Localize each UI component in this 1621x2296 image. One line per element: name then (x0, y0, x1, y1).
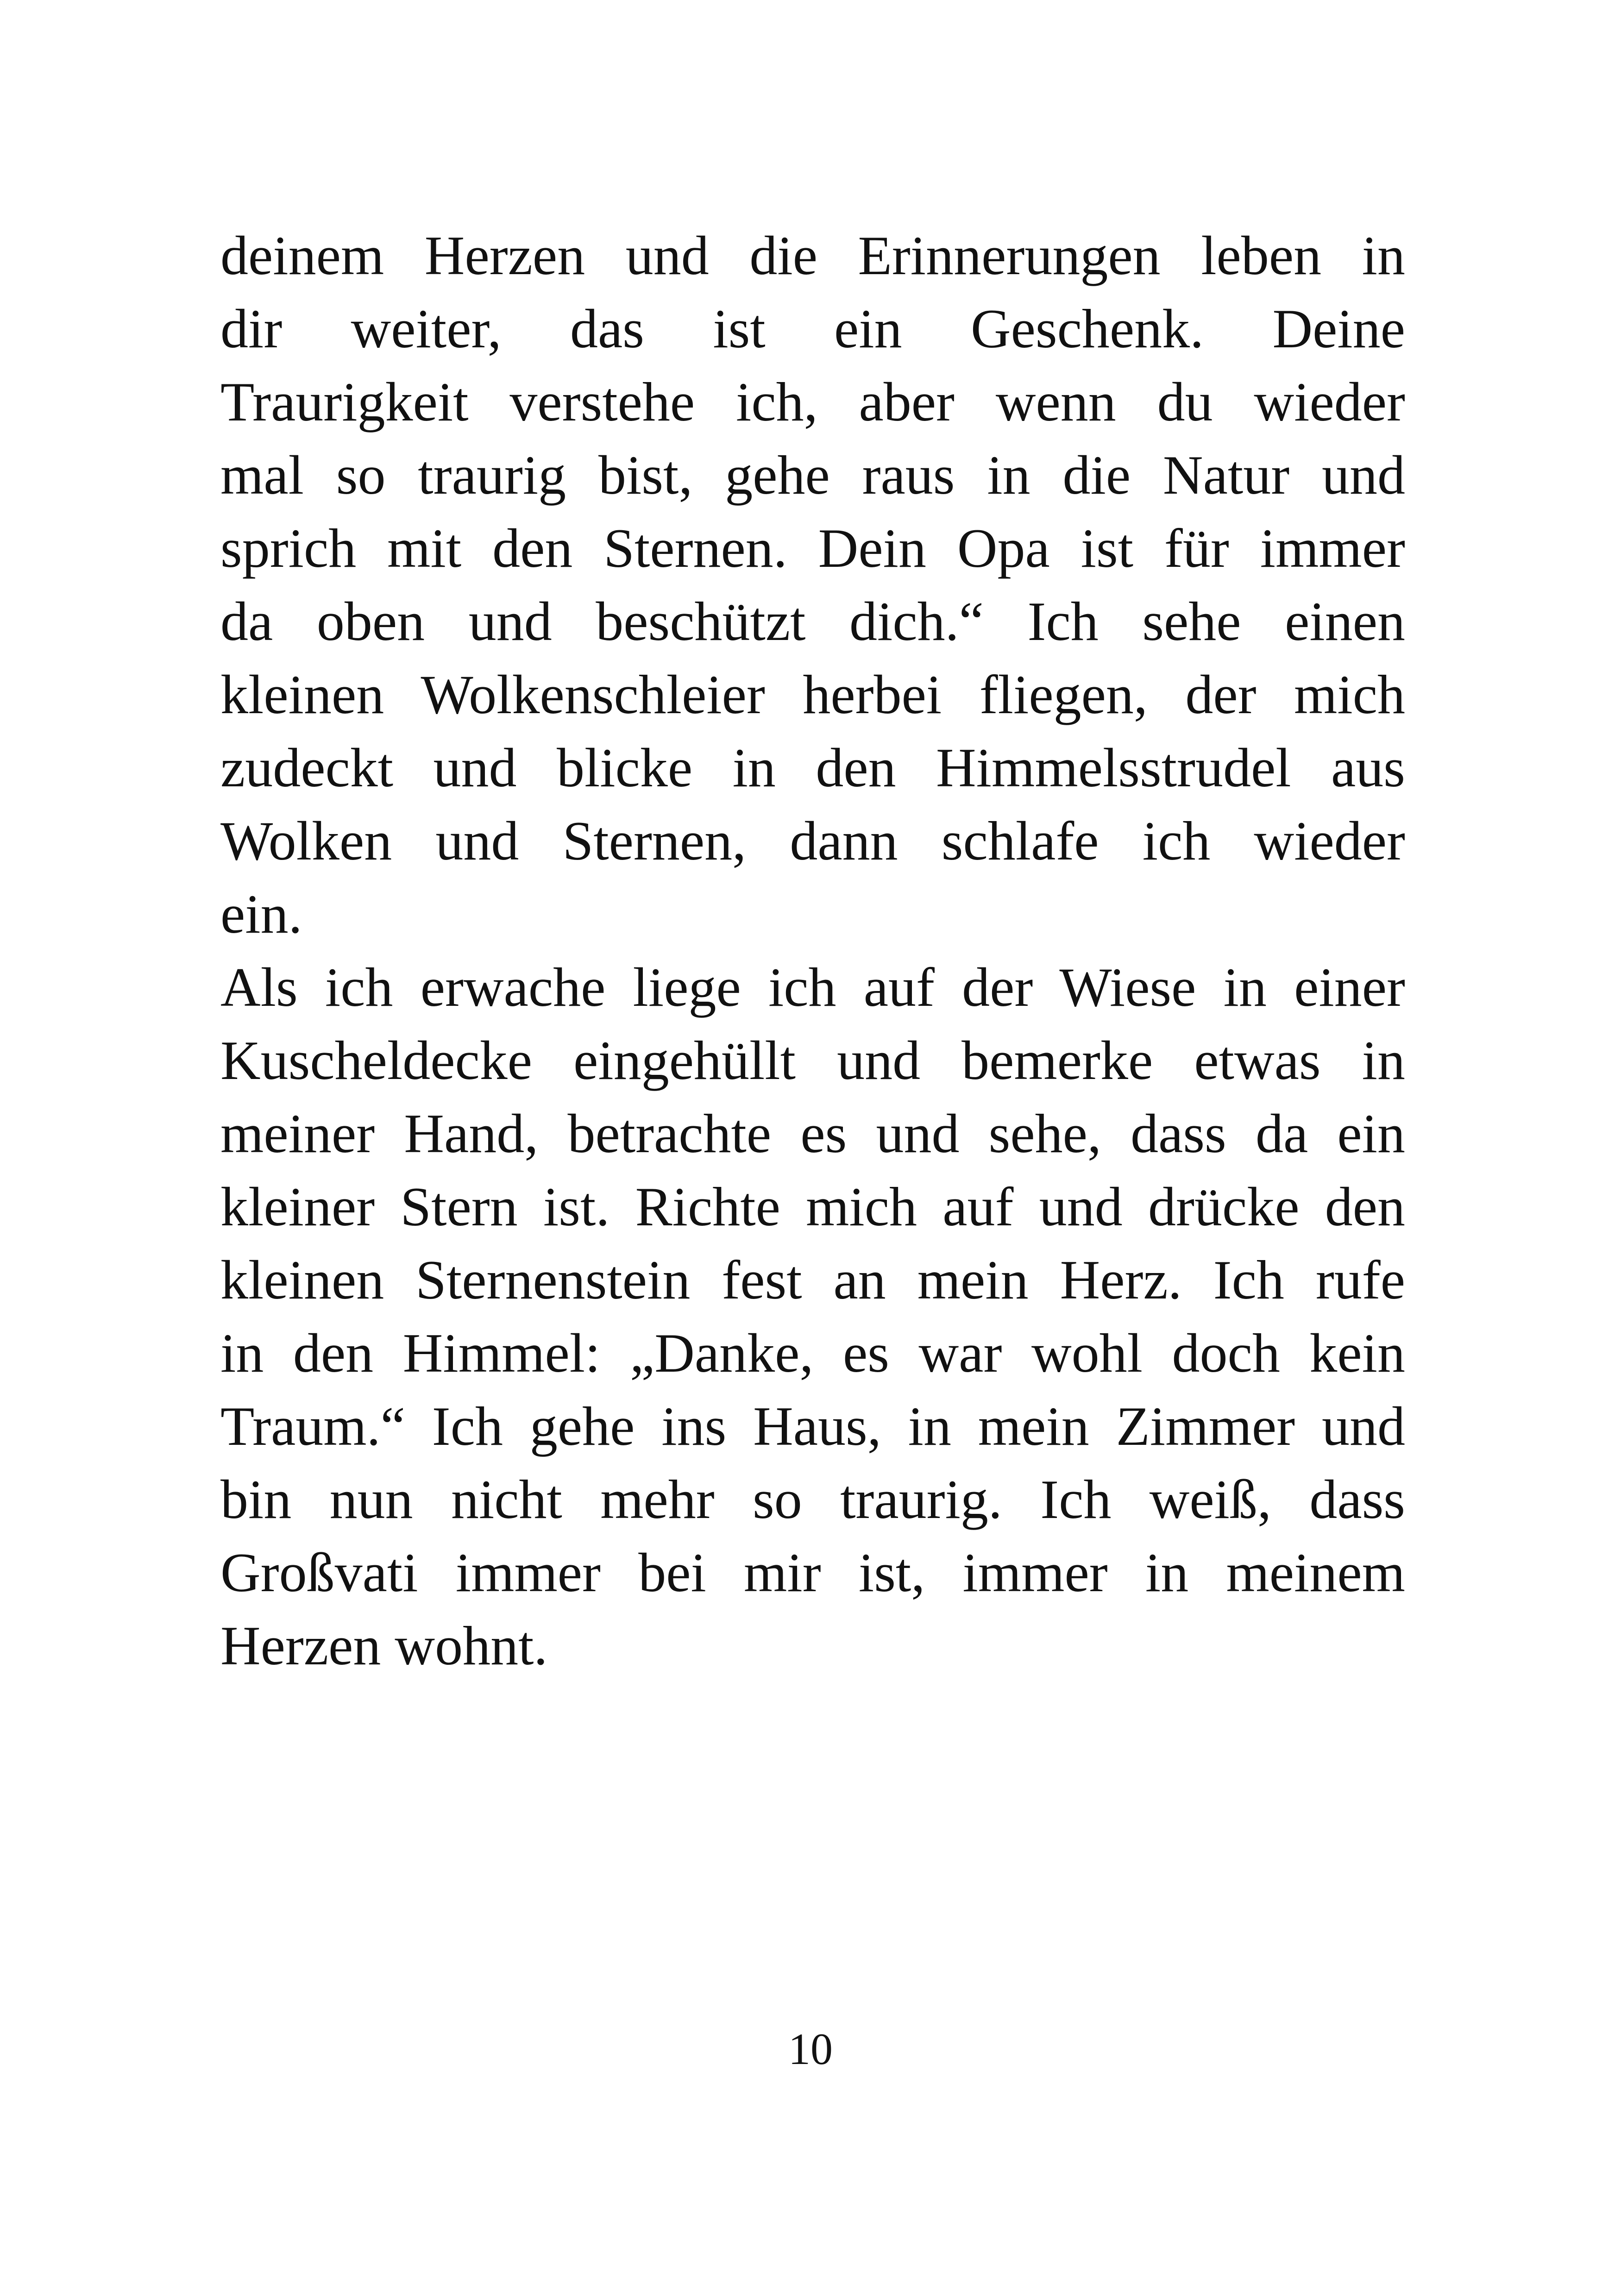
text-line: sprich mit den Sternen. Dein Opa ist für immer (220, 517, 1405, 579)
text-line: kleinen Sternenstein fest an mein Herz. Ich rufe (220, 1249, 1405, 1311)
text-line: kleiner Stern ist. Richte mich auf und drücke den (220, 1176, 1405, 1237)
text-line: Traum.“ Ich gehe ins Haus, in mein Zimmer und (220, 1395, 1405, 1457)
text-line: Wolken und Sternen, dann schlafe ich wieder (220, 810, 1405, 872)
text-line: Als ich erwache liege ich auf der Wiese in einer (220, 956, 1405, 1018)
text-line: mal so traurig bist, gehe raus in die Natur und (220, 444, 1405, 506)
text-line: zudeckt und blicke in den Himmelsstrudel aus (220, 737, 1405, 798)
text-line: in den Himmel: „Danke, es war wohl doch kein (220, 1322, 1405, 1384)
text-line: deinem Herzen und die Erinnerungen leben in (220, 225, 1405, 286)
paragraph-1 (220, 219, 1405, 951)
text-line: da oben und beschützt dich.“ Ich sehe einen (220, 590, 1405, 652)
page-number: 10 (788, 2024, 833, 2074)
text-line: kleinen Wolkenschleier herbei fliegen, der mich (220, 664, 1405, 725)
text-line: Kuscheldecke eingehüllt und bemerke etwas in (220, 1029, 1405, 1091)
text-line: meiner Hand, betrachte es und sehe, dass da ein (220, 1103, 1405, 1164)
text-line: dir weiter, das ist ein Geschenk. Deine (220, 298, 1405, 359)
text-line-last: ein. (220, 883, 302, 945)
paragraph-2 (220, 951, 1405, 1682)
text-line: Traurigkeit verstehe ich, aber wenn du wieder (220, 371, 1405, 433)
text-line: Großvati immer bei mir ist, immer in meinem (220, 1542, 1405, 1603)
body-text (220, 219, 1405, 1682)
text-line-last: Herzen wohnt. (220, 1615, 548, 1676)
text-line: bin nun nicht mehr so traurig. Ich weiß, dass (220, 1468, 1405, 1530)
